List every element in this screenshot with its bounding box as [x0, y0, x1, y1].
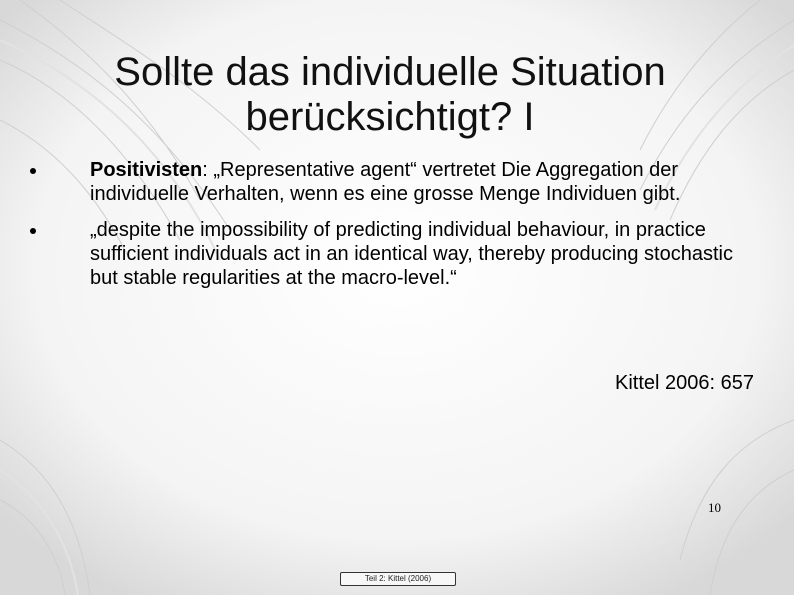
bullet-item	[30, 158, 750, 206]
bullet-list	[30, 158, 750, 290]
bullet-text: : „Representative agent“ vertretet Die Aggregation der individuelle Verhalten, wenn es eine grosse Menge Individuen gibt.	[90, 159, 681, 205]
citation: Kittel 2006: 657	[615, 372, 754, 394]
bullet-dot-icon	[30, 228, 36, 234]
bullet-dot-icon	[30, 168, 36, 174]
title-line-1: Sollte das individuelle Situation	[114, 50, 666, 94]
bullet-bold-term: Positivisten	[90, 159, 203, 181]
slide-title	[40, 50, 740, 140]
title-line-2: berücksichtigt? I	[245, 95, 535, 139]
footer-label: Teil 2: Kittel (2006)	[340, 572, 456, 586]
page-number: 10	[708, 500, 721, 515]
bullet-item	[30, 218, 750, 290]
bullet-text: „despite the impossibility of predicting individual behaviour, in practice sufficient individuals act in an identical way, thereby producing stochastic but stable regularities at the macro-level.“	[90, 219, 733, 289]
